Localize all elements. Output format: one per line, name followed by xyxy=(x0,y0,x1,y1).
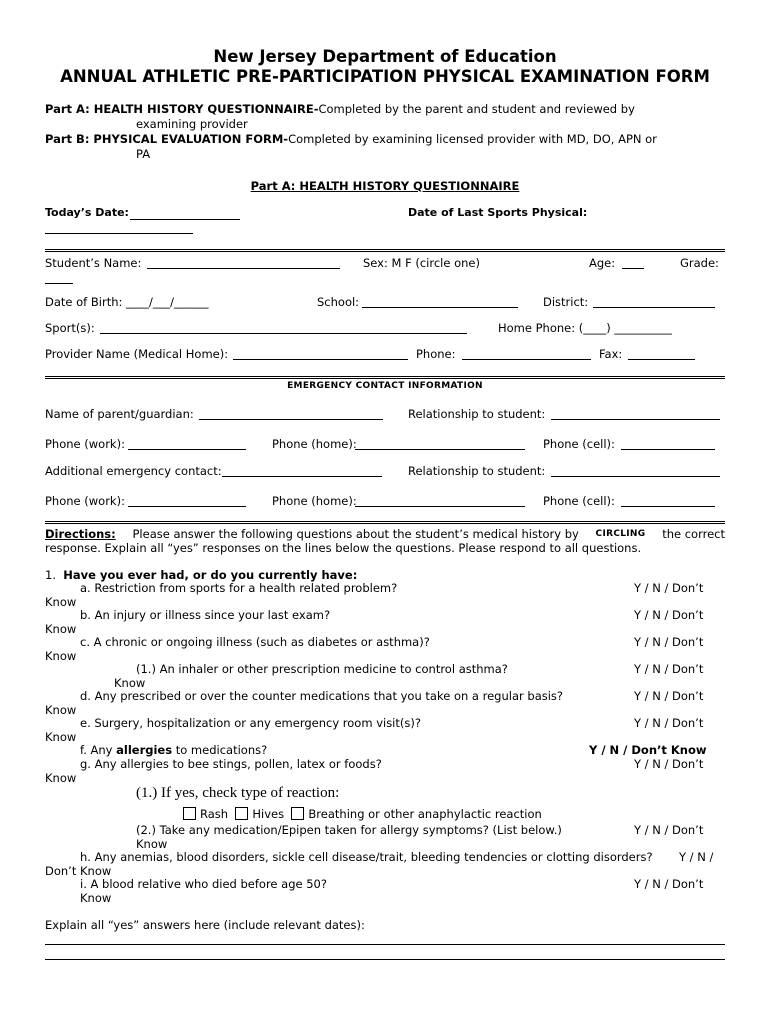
student-name-label: Student’s Name: xyxy=(45,256,142,270)
phone-home-field-2[interactable] xyxy=(355,506,525,507)
directions: Directions: Please answer the following questions about the student’s medical history by CIRCLING the correct xyxy=(45,527,725,541)
answer-1h[interactable]: Y / N / xyxy=(679,850,714,864)
question-1e: e. Surgery, hospitalization or any emergency room visit(s)? xyxy=(80,716,421,730)
answer-1c1-cont: Know xyxy=(114,676,146,690)
breathing-label: Breathing or other anaphylactic reaction xyxy=(308,807,542,821)
phone-cell-field-2[interactable] xyxy=(621,506,715,507)
question-1c: c. A chronic or ongoing illness (such as diabetes or asthma)? xyxy=(80,635,430,649)
relationship-field-2[interactable] xyxy=(551,476,720,477)
phone-work-field[interactable] xyxy=(128,449,246,450)
provider-label: Provider Name (Medical Home): xyxy=(45,347,229,361)
todays-date-label: Today’s Date: xyxy=(45,206,129,219)
answer-1a[interactable]: Y / N / Don’t xyxy=(634,581,704,595)
answer-1g2-cont: Know xyxy=(136,837,168,851)
parent-guardian-field[interactable] xyxy=(199,419,383,420)
rash-label: Rash xyxy=(200,807,229,821)
dob-field[interactable]: Date of Birth: ____/___/______ xyxy=(45,295,209,309)
breathing-checkbox[interactable] xyxy=(291,807,304,820)
section-title: Part A: HEALTH HISTORY QUESTIONNAIRE xyxy=(250,179,520,193)
answer-1d[interactable]: Y / N / Don’t xyxy=(634,689,704,703)
hives-checkbox[interactable] xyxy=(235,807,248,820)
phone-work-label: Phone (work): xyxy=(45,437,125,451)
part-a-description: Part A: HEALTH HISTORY QUESTIONNAIRE-Completed by the parent and student and reviewed by xyxy=(45,102,635,116)
form-agency-title: New Jersey Department of Education xyxy=(213,47,557,66)
provider-phone-label: Phone: xyxy=(416,347,456,361)
question-1f: f. Any allergies to medications? xyxy=(80,743,268,757)
explain-label: Explain all “yes” answers here (include relevant dates): xyxy=(45,918,365,932)
answer-1i-cont: Know xyxy=(80,891,112,905)
section-divider xyxy=(45,249,725,252)
question-1d: d. Any prescribed or over the counter medications that you take on a regular basis? xyxy=(80,689,564,703)
form-title: ANNUAL ATHLETIC PRE-PARTICIPATION PHYSICAL EXAMINATION FORM xyxy=(60,67,710,86)
question-1h: h. Any anemias, blood disorders, sickle cell disease/trait, bleeding tendencies or clotting disorders? xyxy=(80,850,653,864)
sports-label: Sport(s): xyxy=(45,321,95,335)
phone-work-label-2: Phone (work): xyxy=(45,494,125,508)
sports-field[interactable] xyxy=(100,333,467,334)
answer-1i[interactable]: Y / N / Don’t xyxy=(634,877,704,891)
explain-line-1[interactable] xyxy=(45,944,725,945)
section-divider xyxy=(45,376,725,379)
emergency-contact-title: EMERGENCY CONTACT INFORMATION xyxy=(287,381,483,391)
phone-home-label: Phone (home): xyxy=(272,437,357,451)
question-1g2: (2.) Take any medication/Epipen taken for allergy symptoms? (List below.) xyxy=(136,823,562,837)
relationship-field[interactable] xyxy=(551,419,720,420)
fax-field[interactable] xyxy=(628,359,695,360)
school-field[interactable] xyxy=(362,307,518,308)
explain-line-2[interactable] xyxy=(45,959,725,960)
additional-contact-field[interactable] xyxy=(222,476,382,477)
answer-1c1[interactable]: Y / N / Don’t xyxy=(634,662,704,676)
question-1g: g. Any allergies to bee stings, pollen, latex or foods? xyxy=(80,757,382,771)
phone-cell-label-2: Phone (cell): xyxy=(543,494,615,508)
student-name-field[interactable] xyxy=(147,268,340,269)
additional-contact-label: Additional emergency contact: xyxy=(45,464,222,478)
rash-checkbox[interactable] xyxy=(183,807,196,820)
hives-label: Hives xyxy=(252,807,285,821)
question-1g1: (1.) If yes, check type of reaction: xyxy=(136,785,340,801)
answer-1d-cont: Know xyxy=(45,703,77,717)
last-physical-field[interactable] xyxy=(45,233,193,234)
question-1b: b. An injury or illness since your last exam? xyxy=(80,608,331,622)
answer-1c-cont: Know xyxy=(45,649,77,663)
phone-cell-field[interactable] xyxy=(621,449,715,450)
answer-1e[interactable]: Y / N / Don’t xyxy=(634,716,704,730)
answer-1f[interactable]: Y / N / Don’t Know xyxy=(589,743,707,757)
answer-1a-cont: Know xyxy=(45,595,77,609)
grade-label: Grade: xyxy=(680,256,719,270)
question-1i: i. A blood relative who died before age 50? xyxy=(80,877,327,891)
district-field[interactable] xyxy=(593,307,715,308)
directions-label: Directions: xyxy=(45,527,116,541)
relationship-label-2: Relationship to student: xyxy=(408,464,546,478)
district-label: District: xyxy=(543,295,589,309)
fax-label: Fax: xyxy=(599,347,623,361)
question-1-heading: 1. Have you ever had, or do you currently have: xyxy=(45,568,358,582)
answer-1b[interactable]: Y / N / Don’t xyxy=(634,608,704,622)
answer-1b-cont: Know xyxy=(45,622,77,636)
todays-date-field[interactable] xyxy=(130,219,240,220)
relationship-label: Relationship to student: xyxy=(408,407,546,421)
age-field[interactable] xyxy=(622,268,644,269)
answer-1e-cont: Know xyxy=(45,730,77,744)
part-a-description-cont: examining provider xyxy=(136,117,248,131)
phone-cell-label: Phone (cell): xyxy=(543,437,615,451)
answer-1h-cont: Don’t Know xyxy=(45,864,112,878)
part-b-description-cont: PA xyxy=(136,147,151,161)
answer-1g2[interactable]: Y / N / Don’t xyxy=(634,823,704,837)
parent-guardian-label: Name of parent/guardian: xyxy=(45,407,194,421)
answer-1g-cont: Know xyxy=(45,771,77,785)
sex-label: Sex: M F (circle one) xyxy=(363,256,480,270)
last-physical-label: Date of Last Sports Physical: xyxy=(408,206,588,219)
question-1a: a. Restriction from sports for a health related problem? xyxy=(80,581,398,595)
phone-home-label-2: Phone (home): xyxy=(272,494,357,508)
answer-1c[interactable]: Y / N / Don’t xyxy=(634,635,704,649)
answer-1g[interactable]: Y / N / Don’t xyxy=(634,757,704,771)
school-label: School: xyxy=(317,295,360,309)
age-label: Age: xyxy=(589,256,616,270)
directions-text: response. Explain all “yes” responses on the lines below the questions. Please respond to all questions. xyxy=(45,541,642,555)
phone-home-field[interactable] xyxy=(355,449,525,450)
phone-work-field-2[interactable] xyxy=(128,506,246,507)
part-b-description: Part B: PHYSICAL EVALUATION FORM-Completed by examining licensed provider with MD, DO, APN or xyxy=(45,132,657,146)
grade-field[interactable] xyxy=(45,283,73,284)
provider-phone-field[interactable] xyxy=(462,359,591,360)
provider-field[interactable] xyxy=(233,359,408,360)
reaction-options xyxy=(183,807,542,821)
question-1c1: (1.) An inhaler or other prescription medicine to control asthma? xyxy=(136,662,508,676)
section-divider xyxy=(45,521,725,524)
home-phone-field[interactable]: Home Phone: (____) __________ xyxy=(498,321,672,335)
